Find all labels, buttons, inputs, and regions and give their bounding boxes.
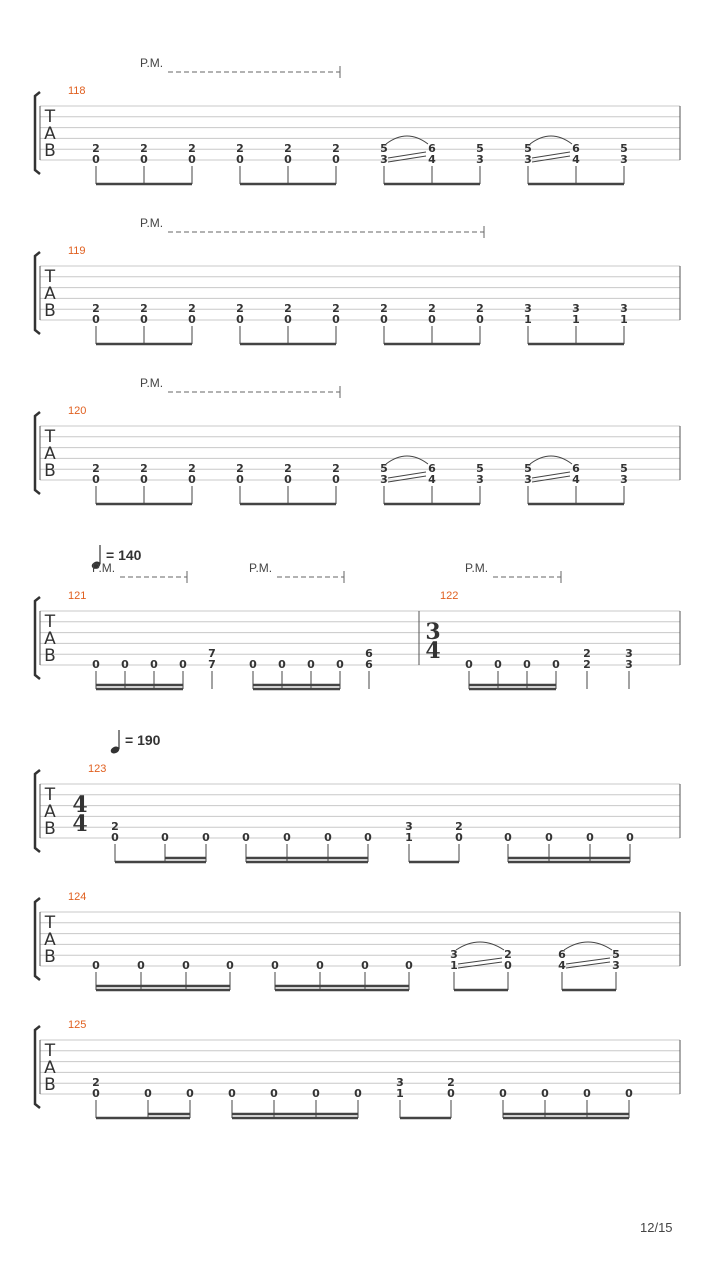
- fret-number: 1: [405, 831, 413, 844]
- system-bracket: [35, 770, 40, 852]
- fret-number: 0: [236, 313, 244, 326]
- fret-number: 0: [111, 831, 119, 844]
- fret-number: 0: [625, 1087, 633, 1100]
- fret-number: 1: [620, 313, 628, 326]
- fret-number: 6: [572, 142, 580, 155]
- fret-number: 0: [182, 959, 190, 972]
- fret-number: 4: [558, 959, 566, 972]
- fret-number: 2: [476, 302, 484, 315]
- fret-number: 0: [283, 831, 291, 844]
- slur: [530, 136, 572, 144]
- fret-number: 2: [92, 462, 100, 475]
- fret-number: 3: [572, 302, 580, 315]
- palm-mute-label: P.M.: [140, 376, 164, 390]
- fret-number: 0: [188, 313, 196, 326]
- fret-number: 0: [332, 153, 340, 166]
- fret-number: 0: [541, 1087, 549, 1100]
- fret-number: 2: [284, 302, 292, 315]
- slur: [530, 456, 572, 464]
- fret-number: 2: [236, 142, 244, 155]
- fret-number: 2: [92, 1076, 100, 1089]
- system-bracket: [35, 92, 40, 174]
- time-signature-top: 3: [425, 619, 441, 645]
- fret-number: 0: [140, 313, 148, 326]
- fret-number: 0: [494, 658, 502, 671]
- fret-number: 0: [121, 658, 129, 671]
- measure-number: 125: [68, 1019, 87, 1031]
- tab-letter: T: [44, 785, 56, 805]
- fret-number: 4: [572, 153, 580, 166]
- system-bracket: [35, 898, 40, 980]
- tab-letter: A: [44, 284, 56, 304]
- fret-number: 0: [150, 658, 158, 671]
- fret-number: 0: [447, 1087, 455, 1100]
- fret-number: 3: [380, 153, 388, 166]
- fret-number: 3: [620, 302, 628, 315]
- fret-number: 2: [188, 302, 196, 315]
- fret-number: 0: [332, 473, 340, 486]
- fret-number: 0: [504, 831, 512, 844]
- fret-number: 3: [524, 302, 532, 315]
- fret-number: 6: [428, 142, 436, 155]
- tab-letter: T: [44, 913, 56, 933]
- fret-number: 7: [208, 647, 216, 660]
- fret-number: 5: [612, 948, 620, 961]
- fret-number: 0: [405, 959, 413, 972]
- fret-number: 0: [140, 153, 148, 166]
- time-signature-bottom: 4: [425, 638, 441, 664]
- tab-letter: A: [44, 802, 56, 822]
- page-number: 12/15: [640, 1220, 673, 1235]
- fret-number: 0: [284, 153, 292, 166]
- fret-number: 3: [524, 153, 532, 166]
- palm-mute-label: P.M.: [465, 561, 489, 575]
- fret-number: 0: [242, 831, 250, 844]
- fret-number: 0: [270, 1087, 278, 1100]
- fret-number: 6: [572, 462, 580, 475]
- fret-number: 4: [572, 473, 580, 486]
- tab-letter: A: [44, 629, 56, 649]
- fret-number: 4: [428, 153, 436, 166]
- fret-number: 0: [504, 959, 512, 972]
- slur: [456, 942, 504, 950]
- tab-letter: B: [44, 141, 56, 161]
- fret-number: 3: [620, 153, 628, 166]
- fret-number: 0: [307, 658, 315, 671]
- tab-letter: A: [44, 930, 56, 950]
- measure-number: 120: [68, 405, 87, 417]
- palm-mute-label: P.M.: [249, 561, 273, 575]
- measure-number: 121: [68, 590, 87, 602]
- fret-number: 1: [524, 313, 532, 326]
- fret-number: 0: [228, 1087, 236, 1100]
- fret-number: 2: [332, 142, 340, 155]
- fret-number: 3: [524, 473, 532, 486]
- system-bracket: [35, 412, 40, 494]
- fret-number: 0: [236, 153, 244, 166]
- fret-number: 0: [278, 658, 286, 671]
- tempo-marking: = 140: [106, 547, 142, 563]
- fret-number: 2: [583, 658, 591, 671]
- system-bracket: [35, 1026, 40, 1108]
- fret-number: 5: [620, 142, 628, 155]
- fret-number: 3: [450, 948, 458, 961]
- measure-number: 119: [68, 245, 86, 257]
- fret-number: 0: [552, 658, 560, 671]
- tempo-marking: = 190: [125, 732, 161, 748]
- palm-mute-label: P.M.: [140, 216, 164, 230]
- fret-number: 0: [583, 1087, 591, 1100]
- fret-number: 0: [226, 959, 234, 972]
- tab-letter: T: [44, 427, 56, 447]
- fret-number: 0: [284, 473, 292, 486]
- palm-mute-label: P.M.: [92, 561, 116, 575]
- fret-number: 2: [188, 142, 196, 155]
- fret-number: 0: [586, 831, 594, 844]
- tab-letter: B: [44, 461, 56, 481]
- fret-number: 0: [336, 658, 344, 671]
- fret-number: 0: [236, 473, 244, 486]
- slur: [386, 456, 428, 464]
- fret-number: 2: [428, 302, 436, 315]
- fret-number: 0: [499, 1087, 507, 1100]
- fret-number: 0: [92, 313, 100, 326]
- system-bracket: [35, 252, 40, 334]
- fret-number: 2: [447, 1076, 455, 1089]
- tab-letter: B: [44, 1075, 56, 1095]
- fret-number: 0: [523, 658, 531, 671]
- fret-number: 5: [524, 142, 532, 155]
- tab-letter: A: [44, 124, 56, 144]
- fret-number: 2: [284, 142, 292, 155]
- fret-number: 3: [625, 647, 633, 660]
- tab-letter: B: [44, 646, 56, 666]
- fret-number: 4: [428, 473, 436, 486]
- fret-number: 3: [476, 473, 484, 486]
- fret-number: 0: [92, 473, 100, 486]
- tab-letter: T: [44, 267, 56, 287]
- fret-number: 2: [140, 462, 148, 475]
- fret-number: 0: [92, 658, 100, 671]
- measure-number: 124: [68, 891, 87, 903]
- fret-number: 0: [361, 959, 369, 972]
- fret-number: 0: [271, 959, 279, 972]
- slur: [564, 942, 612, 950]
- fret-number: 5: [380, 462, 388, 475]
- fret-number: 2: [332, 302, 340, 315]
- fret-number: 0: [428, 313, 436, 326]
- measure-number: 122: [440, 590, 459, 602]
- fret-number: 0: [186, 1087, 194, 1100]
- fret-number: 0: [626, 831, 634, 844]
- fret-number: 0: [161, 831, 169, 844]
- fret-number: 0: [137, 959, 145, 972]
- fret-number: 2: [92, 142, 100, 155]
- fret-number: 2: [92, 302, 100, 315]
- fret-number: 0: [140, 473, 148, 486]
- fret-number: 0: [354, 1087, 362, 1100]
- slur: [386, 136, 428, 144]
- fret-number: 0: [179, 658, 187, 671]
- fret-number: 0: [465, 658, 473, 671]
- tab-letter: A: [44, 1058, 56, 1078]
- tab-letter: T: [44, 1041, 56, 1061]
- fret-number: 0: [476, 313, 484, 326]
- fret-number: 0: [144, 1087, 152, 1100]
- measure-number: 118: [68, 85, 86, 97]
- fret-number: 3: [396, 1076, 404, 1089]
- fret-number: 0: [380, 313, 388, 326]
- fret-number: 6: [365, 658, 373, 671]
- fret-number: 6: [558, 948, 566, 961]
- fret-number: 0: [545, 831, 553, 844]
- fret-number: 2: [504, 948, 512, 961]
- fret-number: 0: [188, 153, 196, 166]
- fret-number: 2: [583, 647, 591, 660]
- fret-number: 2: [236, 462, 244, 475]
- fret-number: 6: [365, 647, 373, 660]
- fret-number: 2: [455, 820, 463, 833]
- fret-number: 1: [450, 959, 458, 972]
- fret-number: 1: [396, 1087, 404, 1100]
- palm-mute-label: P.M.: [140, 56, 164, 70]
- fret-number: 2: [140, 302, 148, 315]
- fret-number: 6: [428, 462, 436, 475]
- fret-number: 2: [111, 820, 119, 833]
- fret-number: 0: [284, 313, 292, 326]
- system-bracket: [35, 597, 40, 679]
- fret-number: 3: [625, 658, 633, 671]
- fret-number: 3: [612, 959, 620, 972]
- fret-number: 0: [92, 959, 100, 972]
- fret-number: 5: [476, 142, 484, 155]
- fret-number: 3: [620, 473, 628, 486]
- fret-number: 3: [405, 820, 413, 833]
- fret-number: 0: [249, 658, 257, 671]
- fret-number: 2: [140, 142, 148, 155]
- fret-number: 7: [208, 658, 216, 671]
- time-signature-bottom: 4: [72, 811, 88, 837]
- tab-letter: B: [44, 301, 56, 321]
- fret-number: 3: [476, 153, 484, 166]
- tab-letter: B: [44, 819, 56, 839]
- fret-number: 5: [380, 142, 388, 155]
- fret-number: 0: [312, 1087, 320, 1100]
- fret-number: 2: [236, 302, 244, 315]
- fret-number: 5: [476, 462, 484, 475]
- fret-number: 2: [380, 302, 388, 315]
- tab-letter: T: [44, 107, 56, 127]
- fret-number: 0: [455, 831, 463, 844]
- fret-number: 2: [188, 462, 196, 475]
- fret-number: 0: [364, 831, 372, 844]
- fret-number: 0: [332, 313, 340, 326]
- tab-letter: B: [44, 947, 56, 967]
- fret-number: 0: [316, 959, 324, 972]
- fret-number: 0: [92, 153, 100, 166]
- fret-number: 0: [92, 1087, 100, 1100]
- fret-number: 2: [284, 462, 292, 475]
- fret-number: 5: [524, 462, 532, 475]
- fret-number: 1: [572, 313, 580, 326]
- fret-number: 2: [332, 462, 340, 475]
- fret-number: 3: [380, 473, 388, 486]
- measure-number: 123: [88, 763, 107, 775]
- fret-number: 0: [324, 831, 332, 844]
- time-signature-top: 4: [72, 792, 88, 818]
- tab-letter: T: [44, 612, 56, 632]
- tab-letter: A: [44, 444, 56, 464]
- fret-number: 5: [620, 462, 628, 475]
- fret-number: 0: [202, 831, 210, 844]
- fret-number: 0: [188, 473, 196, 486]
